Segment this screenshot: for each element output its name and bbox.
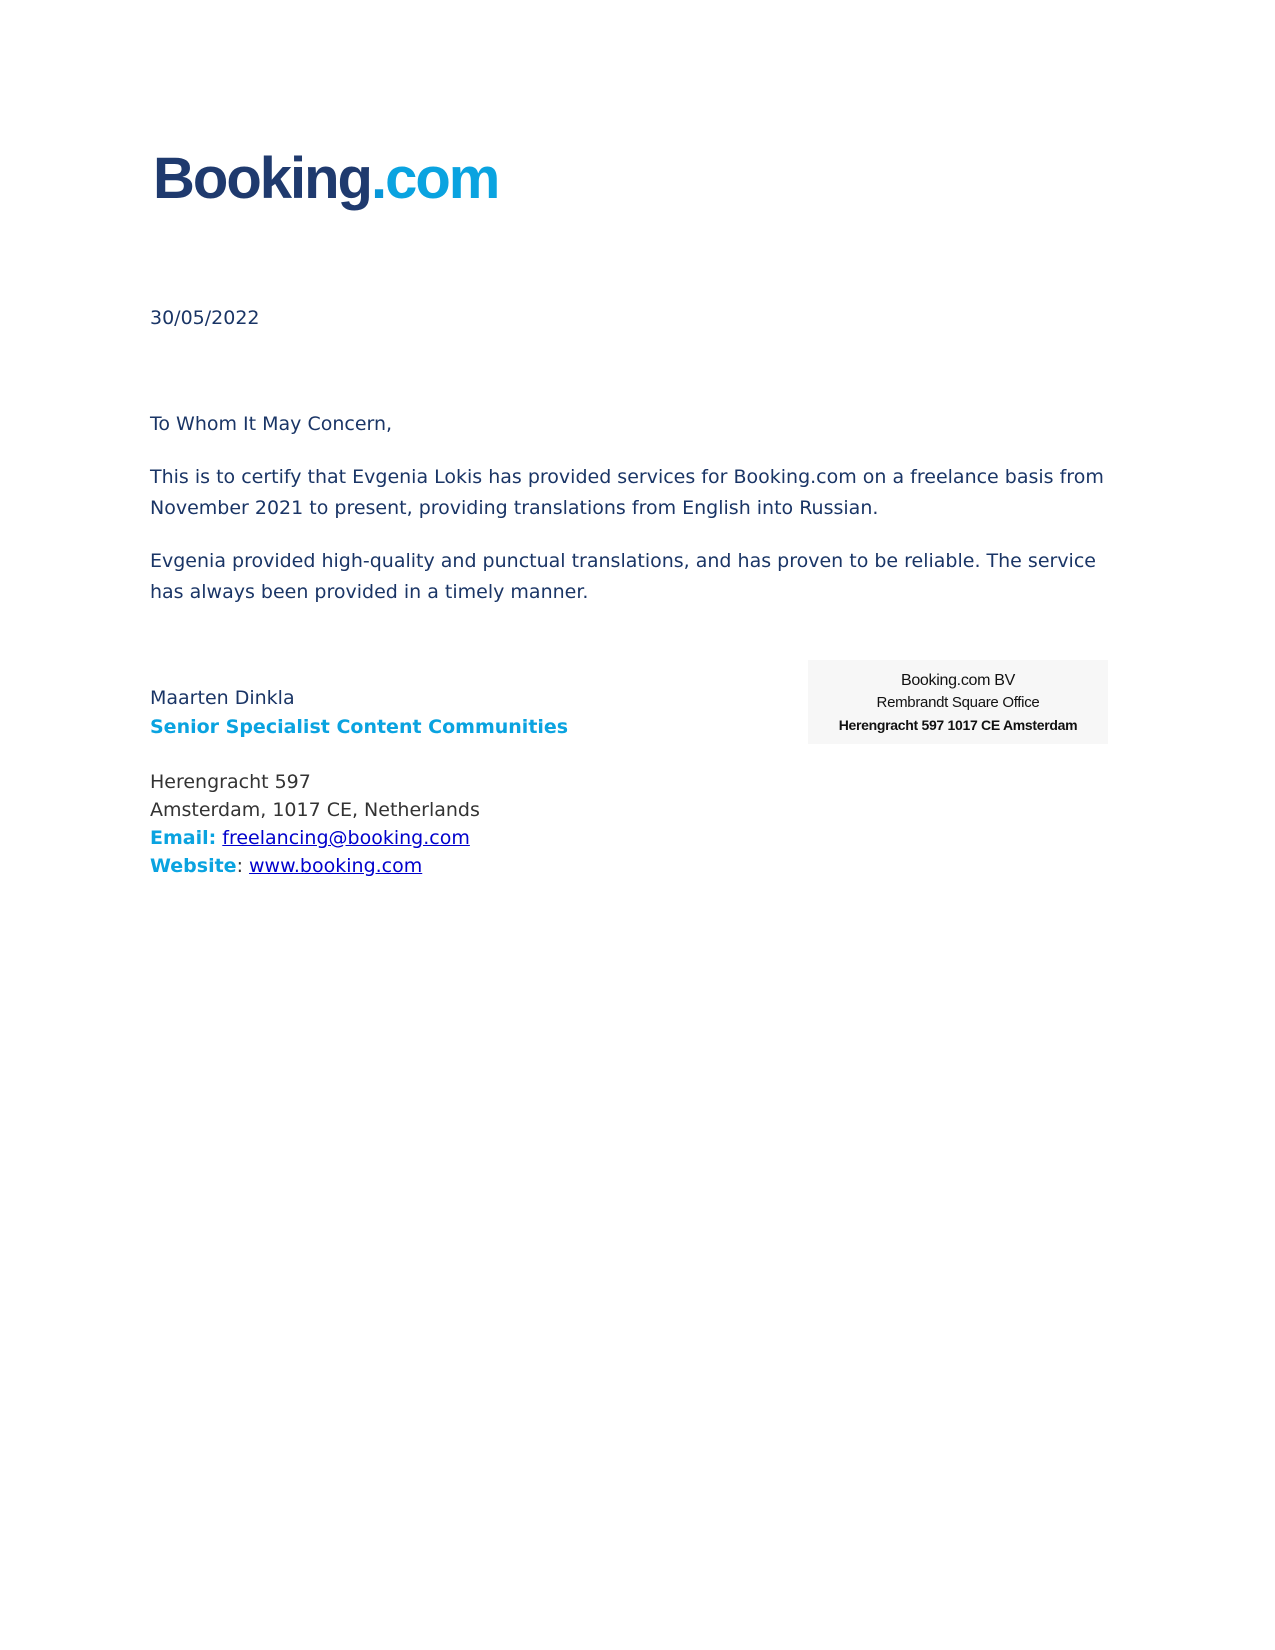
- website-colon: :: [236, 855, 243, 877]
- stamp-line-1: Booking.com BV: [900, 672, 1016, 689]
- logo-brand: Booking: [153, 146, 371, 211]
- salutation: To Whom It May Concern,: [150, 413, 393, 435]
- email-row: [150, 823, 470, 854]
- email-label: Email:: [150, 827, 217, 849]
- email-link[interactable]: freelancing@booking.com: [222, 827, 470, 849]
- company-stamp: [808, 660, 1108, 744]
- booking-logo: [153, 146, 499, 211]
- logo-tld: com: [385, 146, 499, 211]
- signatory-name: Maarten Dinkla: [150, 687, 295, 709]
- website-label: Website: [150, 855, 237, 877]
- website-link[interactable]: www.booking.com: [249, 855, 423, 877]
- letter-date: 30/05/2022: [150, 307, 260, 329]
- website-row: [150, 851, 422, 882]
- address-line-1: Herengracht 597: [150, 771, 311, 793]
- stamp-line-3: Herengracht 597 1017 CE Amsterdam: [838, 717, 1078, 733]
- body-paragraph-1: This is to certify that Evgenia Lokis has provided services for Booking.com on a freelance basis from November 2021 to present, providing translations from English into Russian.: [150, 466, 1104, 519]
- signatory-title: Senior Specialist Content Communities: [150, 716, 569, 738]
- logo-dot: .: [370, 146, 386, 211]
- body-paragraph-2: Evgenia provided high-quality and punctual translations, and has proven to be reliable. The service has always been provided in a timely manner.: [150, 550, 1096, 603]
- stamp-line-2: Rembrandt Square Office: [876, 694, 1040, 711]
- address-line-2: Amsterdam, 1017 CE, Netherlands: [150, 799, 480, 821]
